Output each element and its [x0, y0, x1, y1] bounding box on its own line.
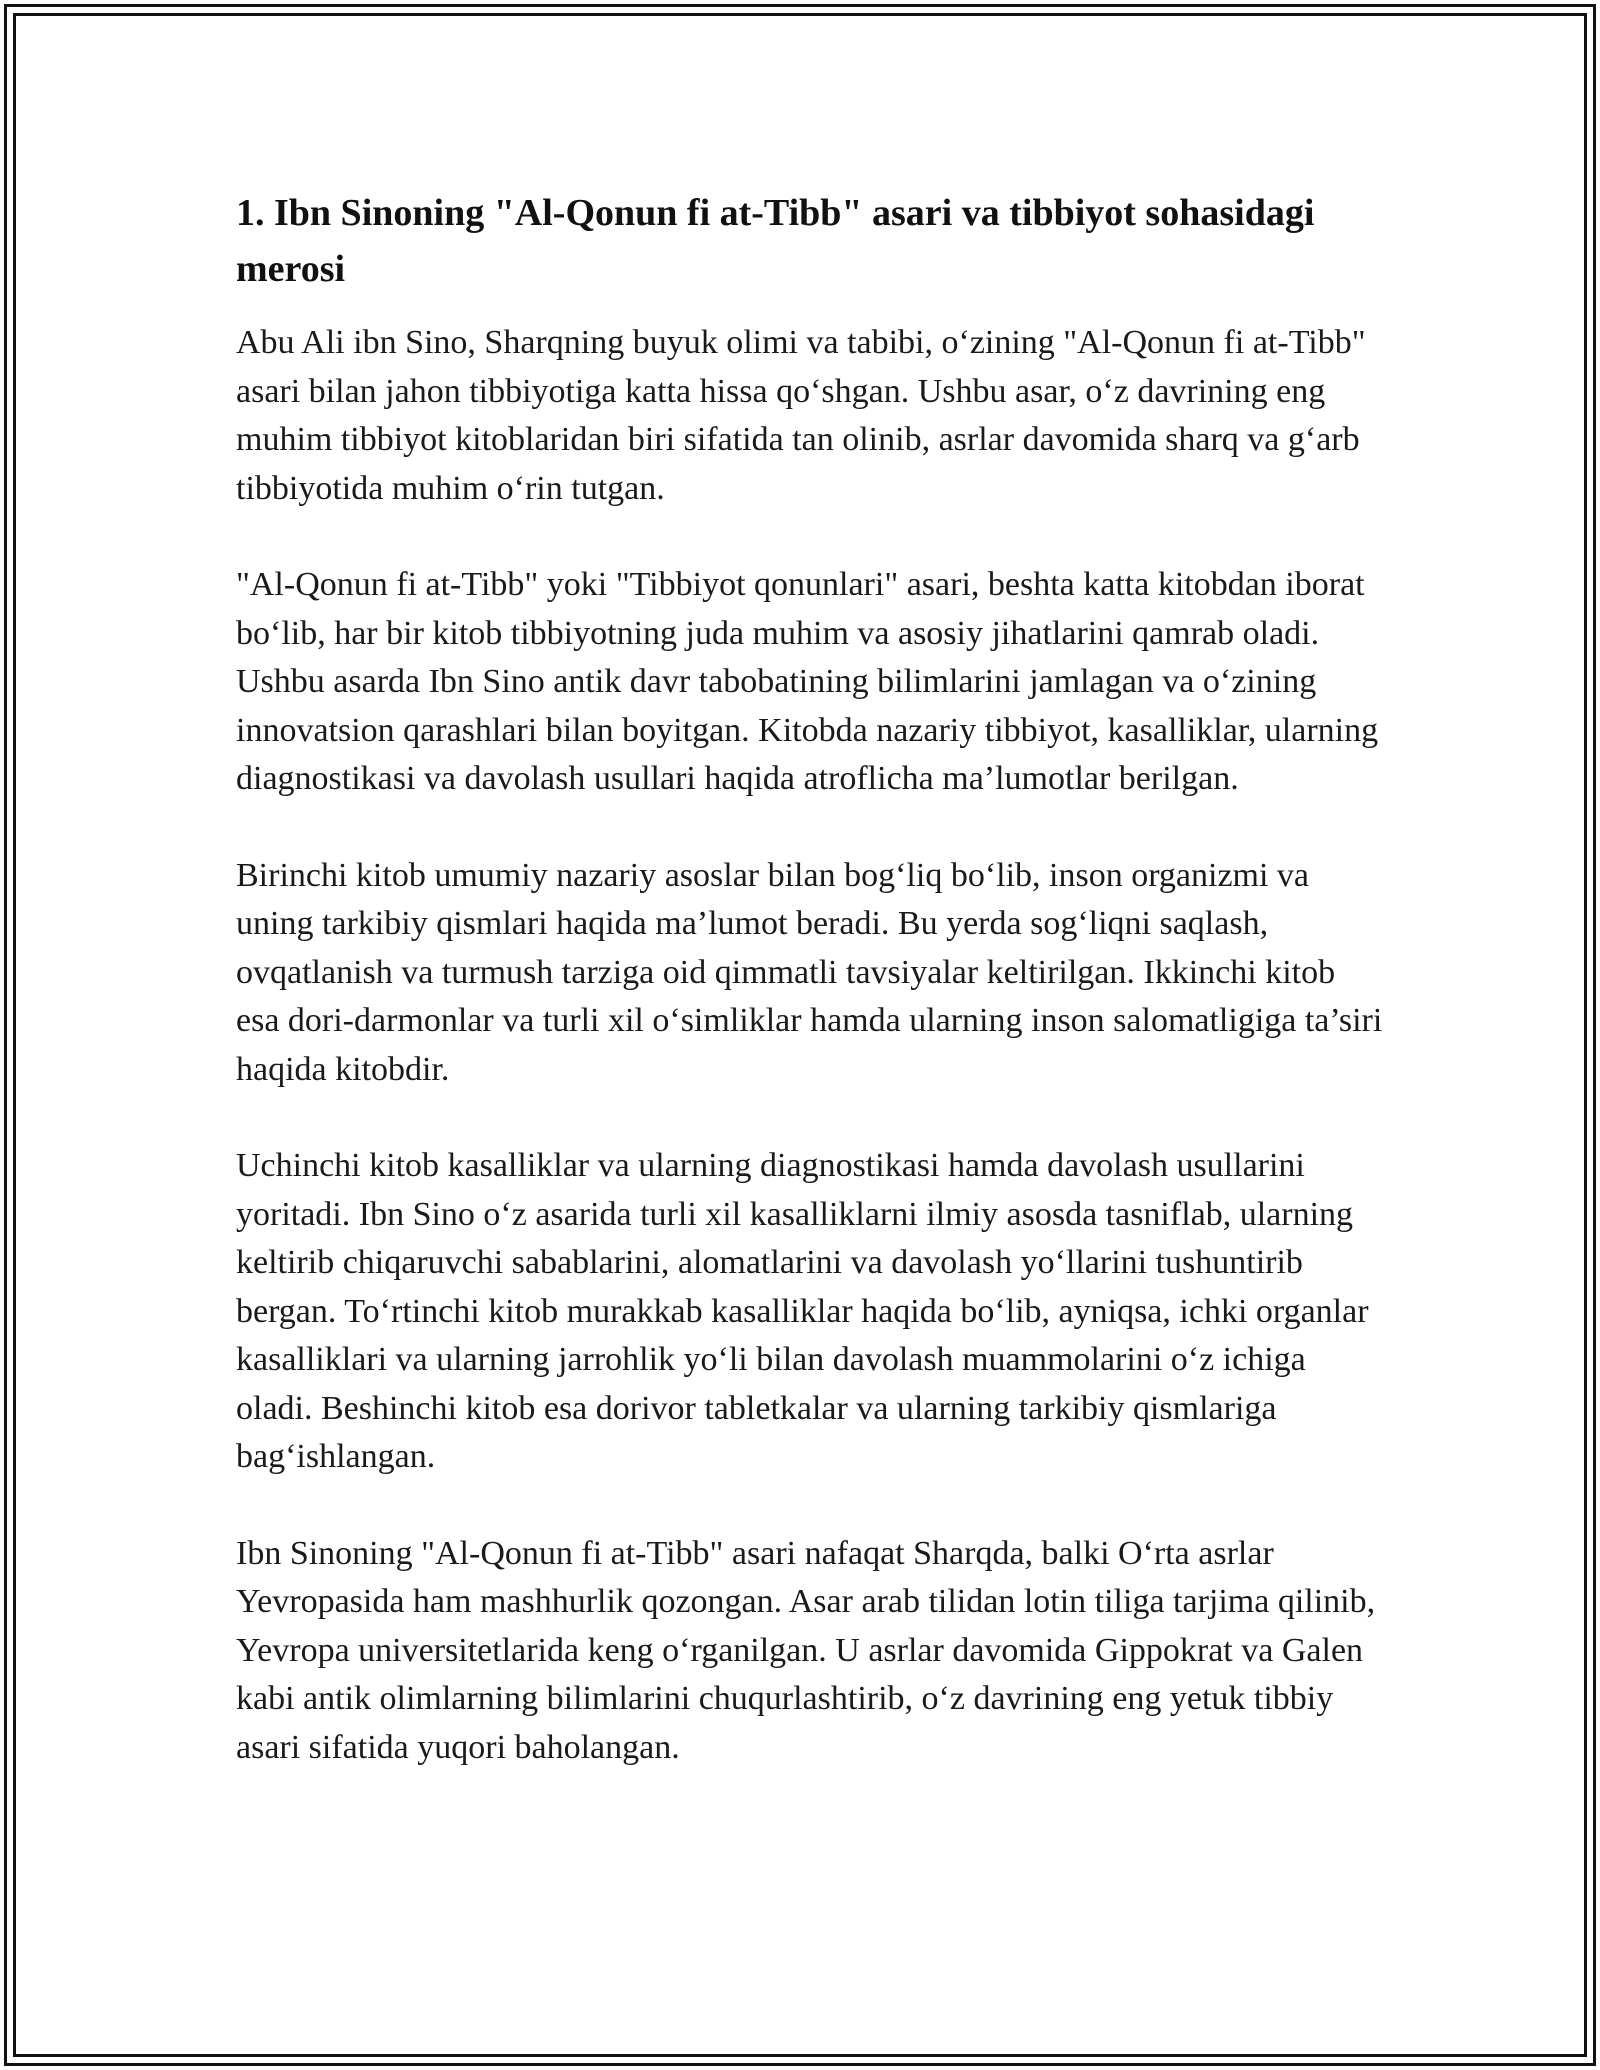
paragraph-1: Abu Ali ibn Sino, Sharqning buyuk olimi va tabibi, o‘zining "Al-Qonun fi at-Tibb" asari bilan jahon tibbiyotiga katta hissa qo‘shgan. Ushbu asar, o‘z davrining eng muhim tibbiyot kitoblaridan biri sifatida tan olinib, asrlar davomida sharq va g‘arb tibbiyotida muhim o‘rin tutgan.	[236, 324, 1366, 507]
paragraph-4: Uchinchi kitob kasalliklar va ularning diagnostikasi hamda davolash usullarini yoritadi. Ibn Sino o‘z asarida turli xil kasalliklarni ilmiy asosda tasniflab, ularning keltirib chiqaruvchi sabablarini, alomatlarini va davolash yo‘llarini tushuntirib bergan. To‘rtinchi kitob murakkab kasalliklar haqida bo‘lib, ayniqsa, ichki organlar kasalliklari va ularning jarrohlik yo‘li bilan davolash muammolarini o‘z ichiga oladi. Beshinchi kitob esa dorivor tabletkalar va ularning tarkibiy qismlariga bag‘ishlangan.	[236, 1147, 1369, 1475]
document-body	[236, 185, 1386, 1820]
paragraph-5: Ibn Sinoning "Al-Qonun fi at-Tibb" asari nafaqat Sharqda, balki O‘rta asrlar Yevropasida ham mashhurlik qozongan. Asar arab tilidan lotin tiliga tarjima qilinib, Yevropa universitetlarida keng o‘rganilgan. U asrlar davomida Gippokrat va Galen kabi antik olimlarning bilimlarini chuqurlashtirib, o‘z davrining eng yetuk tibbiy asari sifatida yuqori baholangan.	[236, 1534, 1376, 1766]
paragraph-3: Birinchi kitob umumiy nazariy asoslar bilan bog‘liq bo‘lib, inson organizmi va uning tarkibiy qismlari haqida ma’lumot beradi. Bu yerda sog‘liqni saqlash, ovqatlanish va turmush tarziga oid qimmatli tavsiyalar keltirilgan. Ikkinchi kitob esa dori-darmonlar va turli xil o‘simliklar hamda ularning inson salomatligiga ta’siri haqida kitobdir.	[236, 856, 1383, 1088]
section-heading: 1. Ibn Sinoning "Al-Qonun fi at-Tibb" asari va tibbiyot sohasidagi merosi	[236, 192, 1315, 290]
paragraph-2: "Al-Qonun fi at-Tibb" yoki "Tibbiyot qonunlari" asari, beshta katta kitobdan iborat bo‘lib, har bir kitob tibbiyotning juda muhim va asosiy jihatlarini qamrab oladi. Ushbu asarda Ibn Sino antik davr tabobatining bilimlarini jamlagan va o‘zining innovatsion qarashlari bilan boyitgan. Kitobda nazariy tibbiyot, kasalliklar, ularning diagnostikasi va davolash usullari haqida atroflicha ma’lumotlar berilgan.	[236, 566, 1379, 797]
